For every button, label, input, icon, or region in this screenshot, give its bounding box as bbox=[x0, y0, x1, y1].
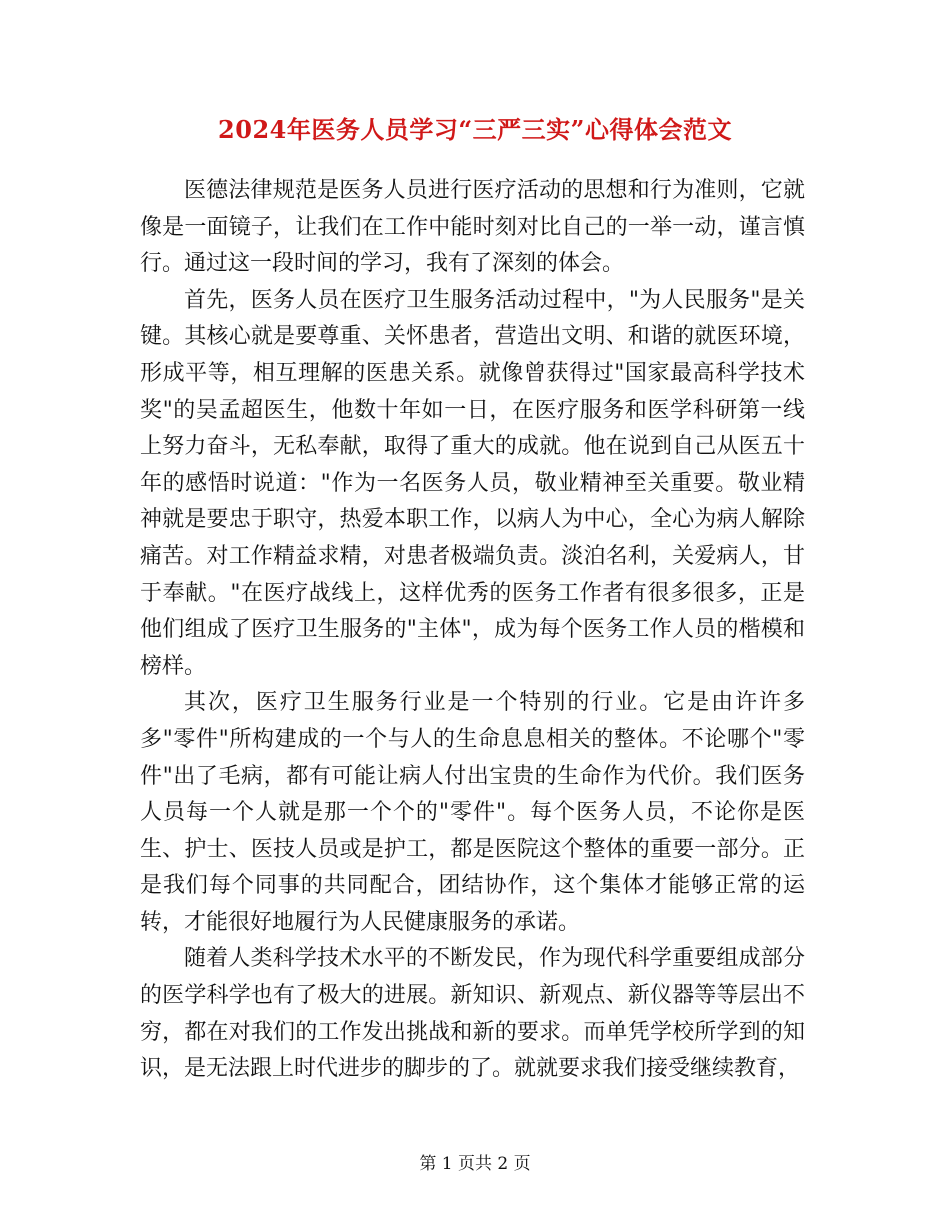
paragraph: 医德法律规范是医务人员进行医疗活动的思想和行为准则，它就像是一面镜子，让我们在工作中能时刻对比自己的一举一动，谨言慎行。通过这一段时间的学习，我有了深刻的体会。 bbox=[140, 178, 805, 277]
document-title: 2024年医务人员学习“三严三实”心得体会范文 bbox=[218, 115, 732, 144]
document-body bbox=[140, 173, 805, 1088]
paragraph: 随着人类科学技术水平的不断发民，作为现代科学重要组成部分的医学科学也有了极大的进展。新知识、新观点、新仪器等等层出不穷，都在对我们的工作发出挑战和新的要求。而单凭学校所学到的知识，是无法跟上时代进步的脚步的了。就就要求我们接受继续教育， bbox=[140, 946, 805, 1082]
paragraph: 其次，医疗卫生服务行业是一个特别的行业。它是由许许多多"零件"所构建成的一个与人的生命息息相关的整体。不论哪个"零件"出了毛病，都有可能让病人付出宝贵的生命作为代价。我们医务人员每一个人就是那一个个的"零件"。每个医务人员，不论你是医生、护士、医技人员或是护工，都是医院这个整体的重要一部分。正是我们每个同事的共同配合，团结协作，这个集体才能够正常的运转，才能很好地履行为人民健康服务的承诺。 bbox=[140, 690, 805, 935]
paragraph: 首先，医务人员在医疗卫生服务活动过程中，"为人民服务"是关键。其核心就是要尊重、关怀患者，营造出文明、和谐的就医环境，形成平等，相互理解的医患关系。就像曾获得过"国家最高科学技术奖"的吴孟超医生，他数十年如一日，在医疗服务和医学科研第一线上努力奋斗，无私奉献，取得了重大的成就。他在说到自己从医五十年的感悟时说道："作为一名医务人员，敬业精神至关重要。敬业精神就是要忠于职守，热爱本职工作，以病人为中心，全心为病人解除痛苦。对工作精益求精，对患者极端负责。淡泊名利，关爱病人，甘于奉献。"在医疗战线上，这样优秀的医务工作者有很多很多，正是他们组成了医疗卫生服务的"主体"，成为每个医务工作人员的楷模和榜样。 bbox=[140, 287, 805, 679]
page-number: 第 1 页共 2 页 bbox=[419, 1154, 531, 1174]
